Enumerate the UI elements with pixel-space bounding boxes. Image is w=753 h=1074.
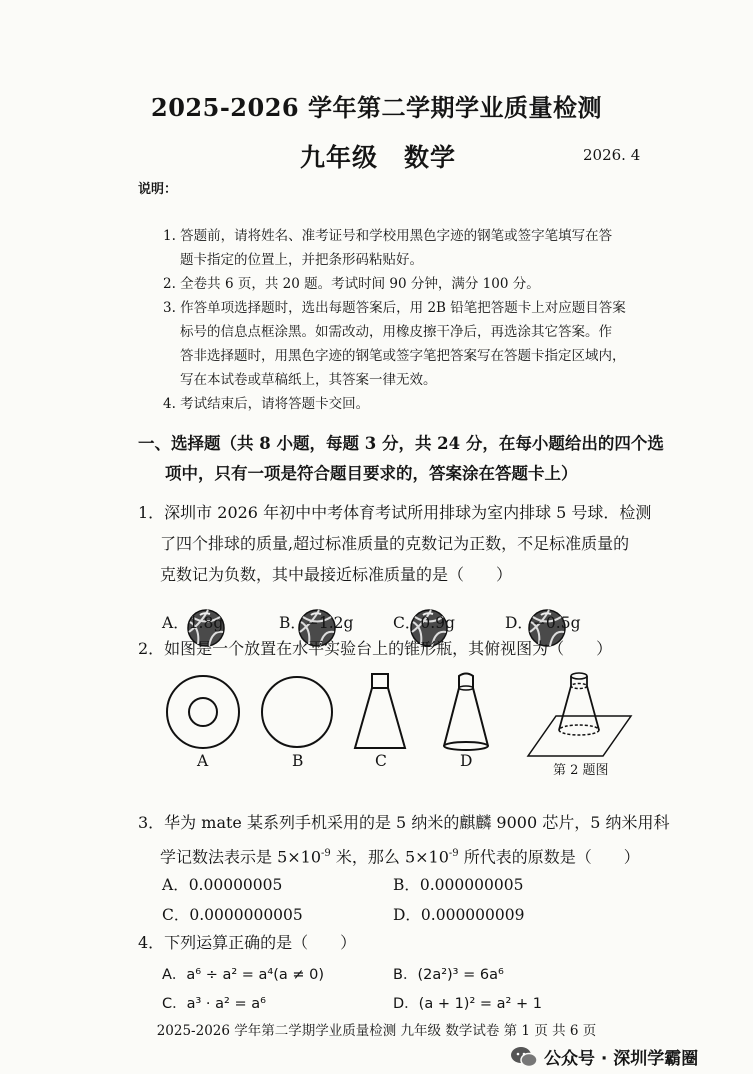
question-1-line: 1．深圳市 2026 年初中中考体育考试所用排球为室内排球 5 号球．检测 xyxy=(138,503,652,522)
figure-label-d: D xyxy=(460,752,473,770)
q3-exponent: -9 xyxy=(321,848,331,859)
question-4-stem: 4．下列运算正确的是（ ） xyxy=(138,933,357,952)
figure-label-c: C xyxy=(375,752,387,770)
figure-caption: 第 2 题图 xyxy=(553,763,609,778)
page-footer: 2025-2026 学年第二学期学业质量检测 九年级 数学试卷 第 1 页 共 6 页 xyxy=(156,1023,597,1039)
option-b: B．0.000000005 xyxy=(393,876,524,894)
option-c: C．0.9g xyxy=(393,614,455,632)
instructions-heading: 说明： xyxy=(138,182,178,197)
watermark-text: 公众号 · 深圳学霸圈 xyxy=(544,1049,699,1069)
section-heading: 一、选择题（共 8 小题，每题 3 分，共 24 分，在每小题给出的四个选 xyxy=(138,434,664,453)
instruction-line: 1. 答题前，请将姓名、准考证号和学校用黑色字迹的钢笔或签字笔填写在答 xyxy=(163,228,613,244)
figure-label-b: B xyxy=(292,752,304,770)
watermark xyxy=(510,1044,698,1069)
instruction-line: 标号的信息点框涂黑。如需改动，用橡皮擦干净后，再选涂其它答案。作 xyxy=(180,324,612,340)
q3-exponent: -9 xyxy=(448,848,459,859)
exam-title: 2025-2026 学年第二学期学业质量检测 xyxy=(151,93,602,122)
instruction-line: 题卡指定的位置上，并把条形码粘贴好。 xyxy=(180,252,423,268)
option-d: D．0.000000009 xyxy=(393,906,525,924)
option-c-figure xyxy=(355,674,405,748)
question-3-line: 3．华为 mate 某系列手机采用的是 5 纳米的麒麟 9000 芯片，5 纳米用科 xyxy=(138,813,670,832)
option-a: A．0.00000005 xyxy=(162,876,283,894)
question-3-line xyxy=(160,838,640,872)
instruction-line: 答非选择题时，用黑色字迹的钢笔或签字笔把答案写在答题卡指定区域内， xyxy=(180,348,626,364)
question-1-line: 了四个排球的质量,超过标准质量的克数记为正数，不足标准质量的 xyxy=(160,534,630,553)
option-c: C．a³ · a² = a⁶ xyxy=(162,996,266,1012)
instruction-line: 写在本试卷或草稿纸上，其答案一律无效。 xyxy=(180,372,437,388)
section-heading-cont: 项中，只有一项是符合题目要求的，答案涂在答题卡上） xyxy=(165,464,578,483)
option-d: D．−0.5g xyxy=(505,614,581,632)
question-1-line: 克数记为负数，其中最接近标准质量的是（ ） xyxy=(160,565,513,584)
q3-text-part: 米，那么 5×10 xyxy=(330,847,449,867)
figure-label-a: A xyxy=(197,752,209,770)
option-d-figure xyxy=(444,674,488,751)
option-a-figure xyxy=(167,676,239,748)
option-b-figure xyxy=(262,677,332,747)
question-2-stem: 2．如图是一个放置在水平实验台上的锥形瓶，其俯视图为（ ） xyxy=(138,639,613,658)
option-a: A．a⁶ ÷ a² = a⁴(a ≠ 0) xyxy=(162,967,325,983)
option-c: C．0.0000000005 xyxy=(162,906,303,924)
instruction-line: 2. 全卷共 6 页，共 20 题。考试时间 90 分钟，满分 100 分。 xyxy=(163,276,540,292)
option-b: B．−1.2g xyxy=(279,614,354,632)
option-b: B．(2a²)³ = 6a⁶ xyxy=(393,967,504,983)
exam-date: 2026. 4 xyxy=(583,146,641,164)
option-a: A．1.8g xyxy=(162,614,224,632)
exam-subtitle: 九年级 数学 xyxy=(300,143,457,172)
instruction-line: 4. 考试结束后，请将答题卡交回。 xyxy=(163,396,370,412)
instruction-line: 3. 作答单项选择题时，选出每题答案后，用 2B 铅笔把答题卡上对应题目答案 xyxy=(163,300,626,316)
option-d: D．(a + 1)² = a² + 1 xyxy=(393,996,542,1012)
q3-text-part: 学记数法表示是 5×10 xyxy=(160,847,322,867)
q3-text-part: 所代表的原数是（ ） xyxy=(458,847,640,867)
wechat-icon xyxy=(510,1046,538,1068)
flask-on-table-figure xyxy=(528,673,631,756)
